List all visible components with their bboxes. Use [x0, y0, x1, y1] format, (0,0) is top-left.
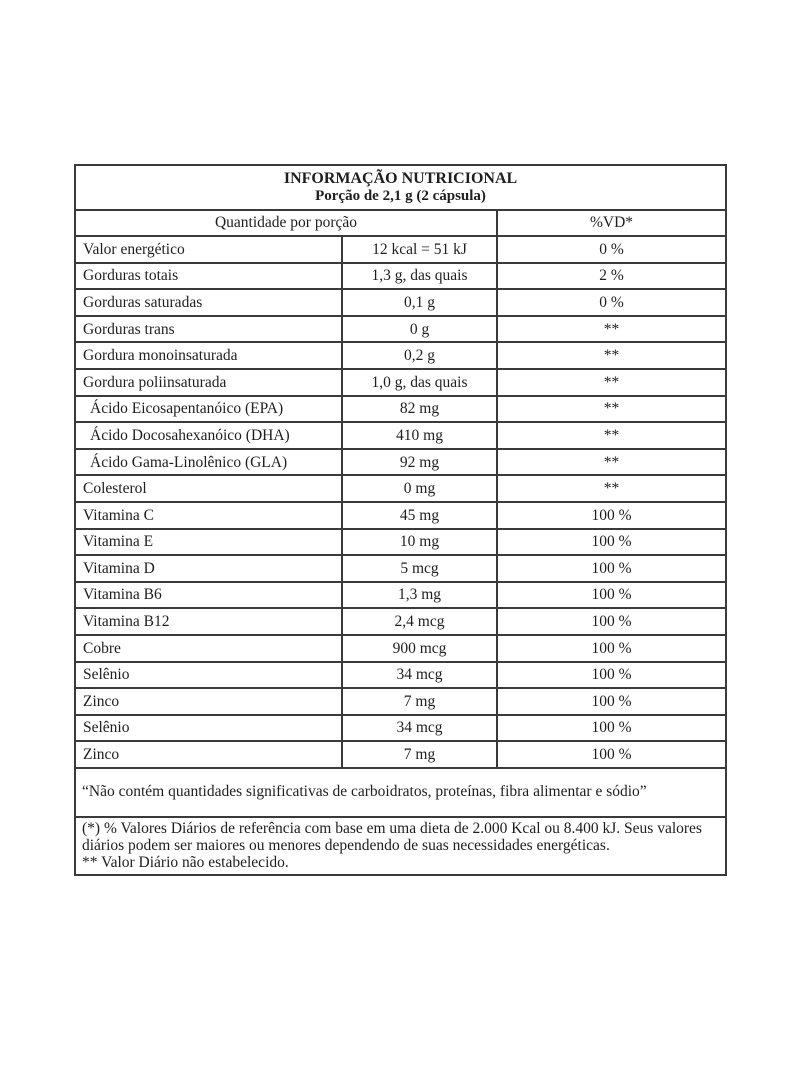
table-row	[75, 316, 726, 343]
nutrient-amount: 900 mcg	[342, 635, 497, 662]
nutrient-name: Colesterol	[75, 475, 342, 502]
table-row	[75, 662, 726, 689]
nutrient-amount: 92 mg	[342, 449, 497, 476]
nutrient-dv: 0 %	[497, 236, 726, 263]
nutrient-amount: 2,4 mcg	[342, 608, 497, 635]
nutrient-amount: 7 mg	[342, 688, 497, 715]
table-row	[75, 422, 726, 449]
table-row	[75, 555, 726, 582]
nutrient-amount: 45 mg	[342, 502, 497, 529]
table-row	[75, 369, 726, 396]
nutrient-dv: **	[497, 369, 726, 396]
nutrient-amount: 0 g	[342, 316, 497, 343]
nutrient-dv: **	[497, 449, 726, 476]
quantity-header: Quantidade por porção	[75, 210, 497, 236]
nutrient-name: Selênio	[75, 715, 342, 742]
nutrient-dv: **	[497, 316, 726, 343]
nutrient-name: Ácido Gama-Linolênico (GLA)	[75, 449, 342, 476]
table-row	[75, 396, 726, 423]
nutrient-dv: 100 %	[497, 662, 726, 689]
nutrient-dv: 100 %	[497, 635, 726, 662]
note-row	[75, 768, 726, 817]
footnotes-cell	[75, 817, 726, 875]
nutrient-name: Selênio	[75, 662, 342, 689]
nutrient-amount: 5 mcg	[342, 555, 497, 582]
not-established-footnote: ** Valor Diário não estabelecido.	[82, 853, 289, 871]
nutrient-name: Ácido Eicosapentanóico (EPA)	[75, 396, 342, 423]
nutrient-amount: 34 mcg	[342, 662, 497, 689]
nutrient-name: Gordura poliinsaturada	[75, 369, 342, 396]
nutrient-name: Vitamina B6	[75, 582, 342, 609]
nutrient-name: Gorduras trans	[75, 316, 342, 343]
table-row	[75, 263, 726, 290]
table-row	[75, 502, 726, 529]
nutrient-name: Gordura monoinsaturada	[75, 342, 342, 369]
nutrient-amount: 82 mg	[342, 396, 497, 423]
nutrient-name: Zinco	[75, 741, 342, 768]
serving-size: Porção de 2,1 g (2 cápsula)	[315, 188, 486, 205]
nutrient-dv: 100 %	[497, 688, 726, 715]
column-header-row	[75, 210, 726, 236]
dv-header: %VD*	[497, 210, 726, 236]
table-row	[75, 741, 726, 768]
nutrient-name: Valor energético	[75, 236, 342, 263]
nutrient-name: Vitamina C	[75, 502, 342, 529]
nutrient-name: Vitamina B12	[75, 608, 342, 635]
nutrient-dv: 100 %	[497, 582, 726, 609]
nutrient-dv: 100 %	[497, 608, 726, 635]
nutrient-dv: 0 %	[497, 289, 726, 316]
nutrient-dv: **	[497, 475, 726, 502]
table-row	[75, 475, 726, 502]
nutrient-amount: 0,1 g	[342, 289, 497, 316]
table-row	[75, 449, 726, 476]
table-row	[75, 608, 726, 635]
nutrient-name: Zinco	[75, 688, 342, 715]
nutrient-name: Vitamina E	[75, 529, 342, 556]
table-row	[75, 236, 726, 263]
not-significant-note: “Não contém quantidades significativas de carboidratos, proteínas, fibra alimentar e sódio”	[75, 768, 726, 817]
table-title: INFORMAÇÃO NUTRICIONAL	[283, 170, 518, 188]
nutrient-dv: **	[497, 342, 726, 369]
title-cell	[75, 165, 726, 210]
table-row	[75, 529, 726, 556]
nutrient-dv: 100 %	[497, 529, 726, 556]
nutrient-dv: **	[497, 396, 726, 423]
title-row	[75, 165, 726, 210]
nutrition-facts-table	[74, 164, 727, 876]
nutrient-amount: 10 mg	[342, 529, 497, 556]
nutrient-name: Ácido Docosahexanóico (DHA)	[75, 422, 342, 449]
nutrient-amount: 1,3 mg	[342, 582, 497, 609]
nutrient-amount: 7 mg	[342, 741, 497, 768]
nutrient-amount: 410 mg	[342, 422, 497, 449]
table-row	[75, 688, 726, 715]
nutrient-name: Gorduras totais	[75, 263, 342, 290]
nutrient-dv: 100 %	[497, 741, 726, 768]
table-row	[75, 635, 726, 662]
table-row	[75, 715, 726, 742]
nutrient-amount: 34 mcg	[342, 715, 497, 742]
nutrient-name: Vitamina D	[75, 555, 342, 582]
nutrient-name: Gorduras saturadas	[75, 289, 342, 316]
nutrient-amount: 12 kcal = 51 kJ	[342, 236, 497, 263]
table-row	[75, 582, 726, 609]
nutrient-dv: 100 %	[497, 555, 726, 582]
nutrient-dv: 2 %	[497, 263, 726, 290]
nutrient-name: Cobre	[75, 635, 342, 662]
nutrient-amount: 0 mg	[342, 475, 497, 502]
table-row	[75, 342, 726, 369]
daily-value-footnote: (*) % Valores Diários de referência com base em uma dieta de 2.000 Kcal ou 8.400 kJ. Seus valores diários podem ser maiores ou menores dependendo de suas necessidades energéticas.	[82, 819, 702, 854]
nutrient-amount: 0,2 g	[342, 342, 497, 369]
nutrient-dv: 100 %	[497, 502, 726, 529]
footnote-row	[75, 817, 726, 875]
nutrient-dv: **	[497, 422, 726, 449]
nutrient-dv: 100 %	[497, 715, 726, 742]
nutrient-amount: 1,3 g, das quais	[342, 263, 497, 290]
nutrient-amount: 1,0 g, das quais	[342, 369, 497, 396]
table-row	[75, 289, 726, 316]
